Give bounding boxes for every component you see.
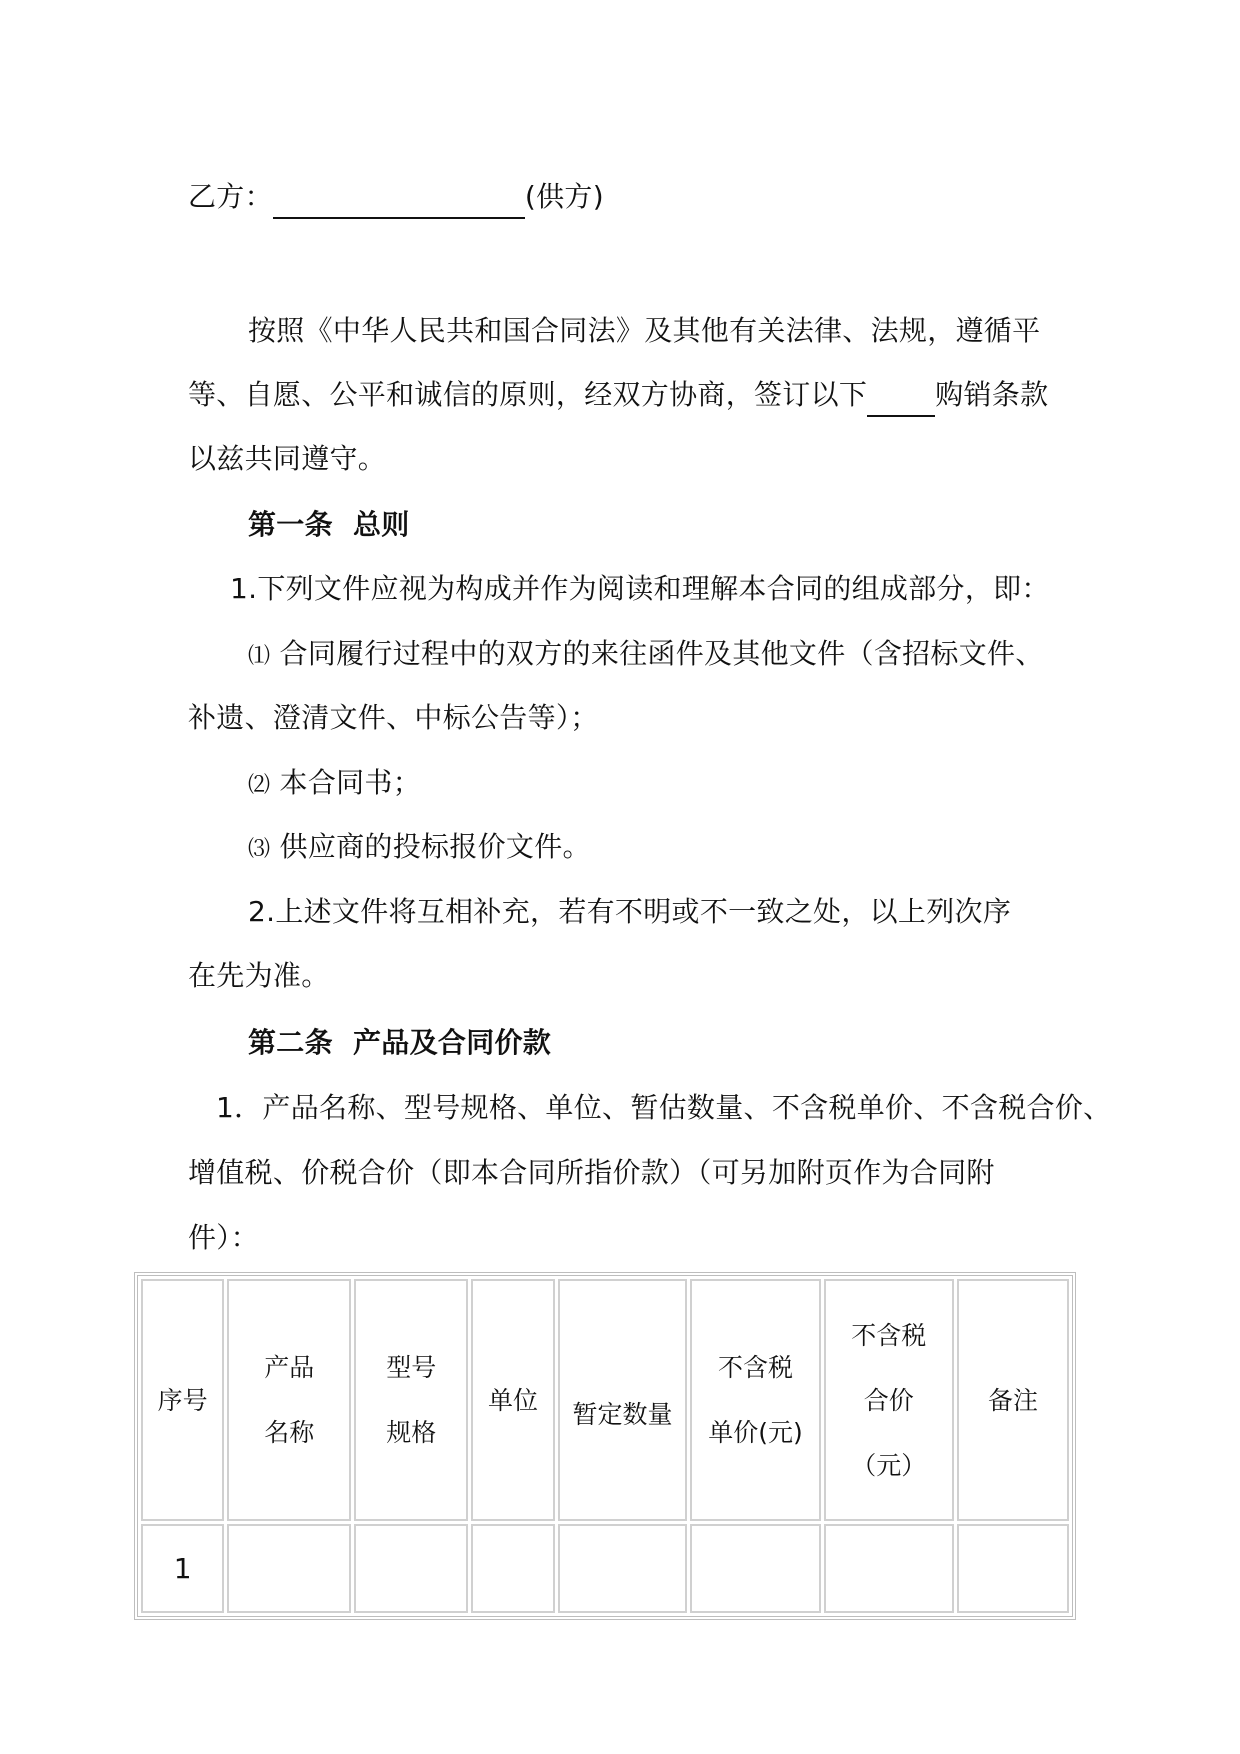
cell-total-price[interactable] xyxy=(824,1524,954,1613)
header-cell xyxy=(141,1279,224,1521)
header-cell xyxy=(558,1279,688,1521)
header-cell xyxy=(471,1279,554,1521)
header-line: 单价(元) xyxy=(708,1418,803,1447)
sub-3-number: ⑶ xyxy=(248,837,271,862)
sub-2-text: 本合同书； xyxy=(279,766,422,799)
party-b-blank[interactable] xyxy=(273,177,525,219)
intro-line-2-tail: 购销条款 xyxy=(935,378,1049,411)
header-line: 规格 xyxy=(386,1418,437,1447)
header-line: 单位 xyxy=(487,1385,538,1415)
header-cell xyxy=(957,1279,1069,1521)
article-1-item-2: 2.上述文件将互相补充，若有不明或不一致之处，以上列次序 xyxy=(248,895,1012,928)
sub-1-number: ⑴ xyxy=(248,644,271,669)
product-table xyxy=(134,1272,1076,1620)
article-1-item-1: 1.下列文件应视为构成并作为阅读和理解本合同的组成部分，即： xyxy=(230,572,1050,605)
cell-unit-price[interactable] xyxy=(690,1524,820,1613)
sub-1-text: 合同履行过程中的双方的来往函件及其他文件（含招标文件、 xyxy=(279,637,1044,670)
header-line: 产品 xyxy=(264,1353,315,1382)
article-2-item-1: 1．产品名称、型号规格、单位、暂估数量、不含税单价、不含税合价、 xyxy=(216,1091,1112,1124)
header-line: 合价 xyxy=(863,1385,914,1415)
article-2-heading: 第二条 产品及合同价款 xyxy=(248,1026,552,1059)
intro-line-2 xyxy=(188,375,1048,417)
header-line: 不含税 xyxy=(851,1320,927,1350)
table-row xyxy=(141,1524,1069,1613)
header-line: 暂定数量 xyxy=(572,1399,673,1429)
intro-line-2-text: 等、自愿、公平和诚信的原则，经双方协商，签订以下 xyxy=(188,378,868,411)
article-1-sub-3 xyxy=(248,827,591,870)
header-line: 不含税 xyxy=(717,1353,793,1382)
article-1-sub-1-cont: 补遗、澄清文件、中标公告等）； xyxy=(188,701,599,734)
cell-model-spec[interactable] xyxy=(354,1524,468,1613)
intro-line-3: 以兹共同遵守。 xyxy=(188,442,387,475)
article-1-heading: 第一条 总则 xyxy=(248,508,410,541)
sub-2-number: ⑵ xyxy=(248,773,271,798)
sub-3-text: 供应商的投标报价文件。 xyxy=(279,830,591,863)
cell-product-name[interactable] xyxy=(227,1524,351,1613)
table-header-row xyxy=(141,1279,1069,1521)
intro-line-1: 按照《中华人民共和国合同法》及其他有关法律、法规，遵循平 xyxy=(248,314,1041,347)
party-b-line xyxy=(188,177,604,219)
header-cell xyxy=(824,1279,954,1521)
article-2-item-1-cont-2: 件）： xyxy=(188,1221,259,1254)
header-cell xyxy=(227,1279,351,1521)
header-line: 型号 xyxy=(386,1353,437,1382)
header-line: 名称 xyxy=(264,1418,315,1447)
article-2-item-1-cont: 增值税、价税合价（即本合同所指价款）（可另加附页作为合同附 xyxy=(188,1156,995,1189)
article-1-item-2-cont: 在先为准。 xyxy=(188,959,330,992)
cell-serial[interactable]: 1 xyxy=(141,1524,224,1613)
header-line: 备注 xyxy=(987,1385,1038,1415)
article-1-sub-1 xyxy=(248,634,1044,677)
header-cell xyxy=(690,1279,820,1521)
party-b-label: 乙方： xyxy=(188,180,273,213)
party-b-suffix: (供方) xyxy=(524,180,604,213)
cell-unit[interactable] xyxy=(471,1524,554,1613)
article-1-sub-2 xyxy=(248,763,421,806)
header-line: （元） xyxy=(851,1450,927,1480)
header-cell xyxy=(354,1279,468,1521)
header-line: 序号 xyxy=(157,1385,208,1415)
cell-remark[interactable] xyxy=(957,1524,1069,1613)
cell-quantity[interactable] xyxy=(558,1524,688,1613)
intro-blank[interactable] xyxy=(867,375,935,417)
